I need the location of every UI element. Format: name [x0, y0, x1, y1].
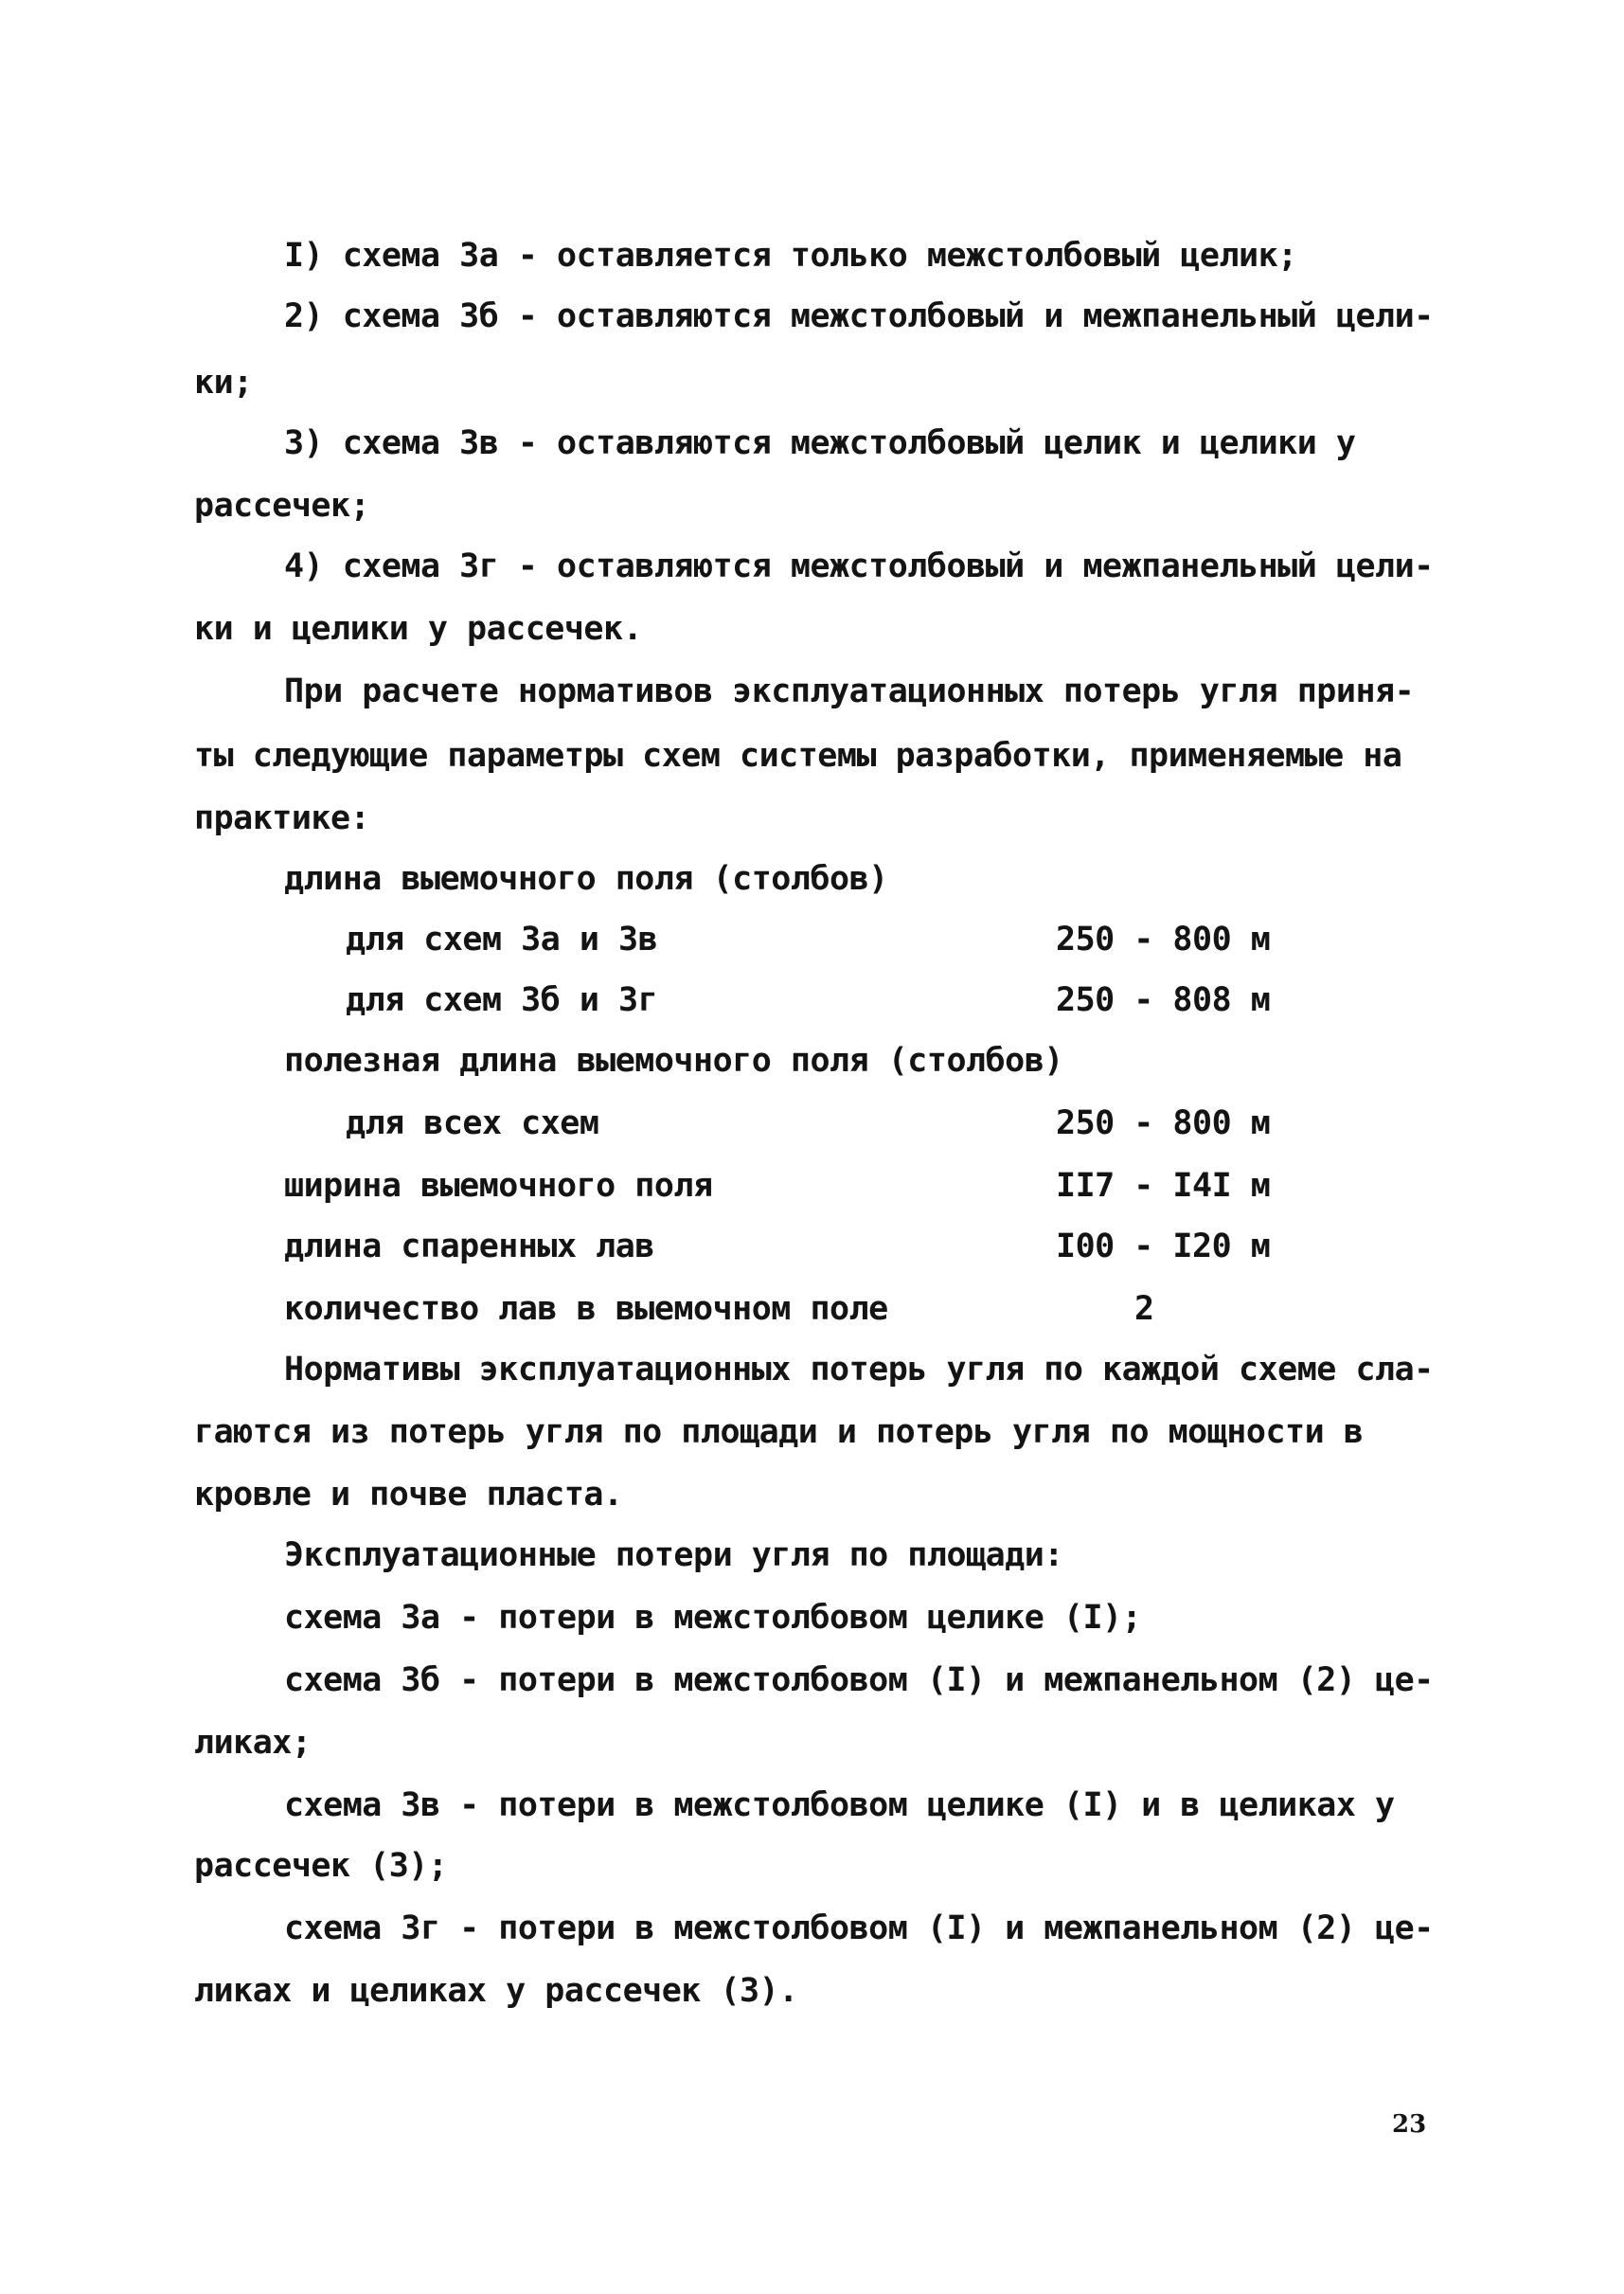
- list-item-2-continuation: ки;: [194, 364, 253, 402]
- list-item-3-continuation: рассечек;: [194, 487, 370, 525]
- param-field-length-label: длина выемочного поля (столбов): [284, 860, 888, 898]
- area-losses-scheme-3b-continuation: ликах;: [194, 1724, 312, 1762]
- param-lava-count-value: 2: [1134, 1290, 1154, 1328]
- page-number: 23: [1392, 2110, 1427, 2139]
- list-item-1: I) схема 3а - оставляется только межстолбовый целик;: [284, 237, 1297, 275]
- param-lava-count-label: количество лав в выемочном поле: [284, 1290, 888, 1328]
- norms-paragraph-line: гаются из потерь угля по площади и потерь угля по мощности в: [194, 1413, 1364, 1451]
- area-losses-scheme-3v-continuation: рассечек (3);: [194, 1847, 448, 1885]
- list-item-4: 4) схема 3г - оставляются межстолбовый и межпанельный цели-: [284, 547, 1434, 585]
- intro-paragraph-line: ты следующие параметры схем системы разработки, применяемые на: [194, 737, 1402, 775]
- area-losses-scheme-3g-continuation: ликах и целиках у рассечек (3).: [194, 1972, 798, 2010]
- param-field-length-3b3g-value: 250 - 808 м: [1056, 981, 1271, 1019]
- param-field-width-label: ширина выемочного поля: [284, 1167, 713, 1205]
- list-item-2: 2) схема 3б - оставляются межстолбовый и межпанельный цели-: [284, 297, 1434, 335]
- area-losses-scheme-3v: схема 3в - потери в межстолбовом целике (I) и в целиках у: [284, 1786, 1395, 1824]
- param-paired-lava-length-value: I00 - I20 м: [1056, 1228, 1271, 1265]
- norms-paragraph-line: Нормативы эксплуатационных потерь угля по каждой схеме сла-: [284, 1351, 1434, 1389]
- intro-paragraph-line: При расчете нормативов эксплуатационных потерь угля приня-: [284, 672, 1415, 710]
- intro-paragraph-line: практике:: [194, 799, 370, 837]
- param-useful-length-label: полезная длина выемочного поля (столбов): [284, 1042, 1063, 1080]
- param-field-length-3a3v-value: 250 - 800 м: [1056, 921, 1271, 959]
- area-losses-heading: Эксплуатационные потери угля по площади:: [284, 1536, 1063, 1574]
- area-losses-scheme-3a: схема 3а - потери в межстолбовом целике (I);: [284, 1599, 1142, 1637]
- area-losses-scheme-3g: схема 3г - потери в межстолбовом (I) и межпанельном (2) це-: [284, 1909, 1434, 1947]
- param-field-width-value: II7 - I4I м: [1056, 1167, 1271, 1205]
- list-item-3: 3) схема 3в - оставляются межстолбовый целик и целики у: [284, 424, 1356, 462]
- param-field-length-3b3g-label: для схем 3б и 3г: [346, 981, 658, 1019]
- param-paired-lava-length-label: длина спаренных лав: [284, 1228, 654, 1265]
- list-item-4-continuation: ки и целики у рассечек.: [194, 610, 643, 648]
- area-losses-scheme-3b: схема 3б - потери в межстолбовом (I) и межпанельном (2) це-: [284, 1661, 1434, 1699]
- param-field-length-3a3v-label: для схем 3а и 3в: [346, 921, 658, 959]
- param-useful-length-all-value: 250 - 800 м: [1056, 1104, 1271, 1142]
- norms-paragraph-line: кровле и почве пласта.: [194, 1476, 623, 1514]
- param-useful-length-all-label: для всех схем: [346, 1104, 599, 1142]
